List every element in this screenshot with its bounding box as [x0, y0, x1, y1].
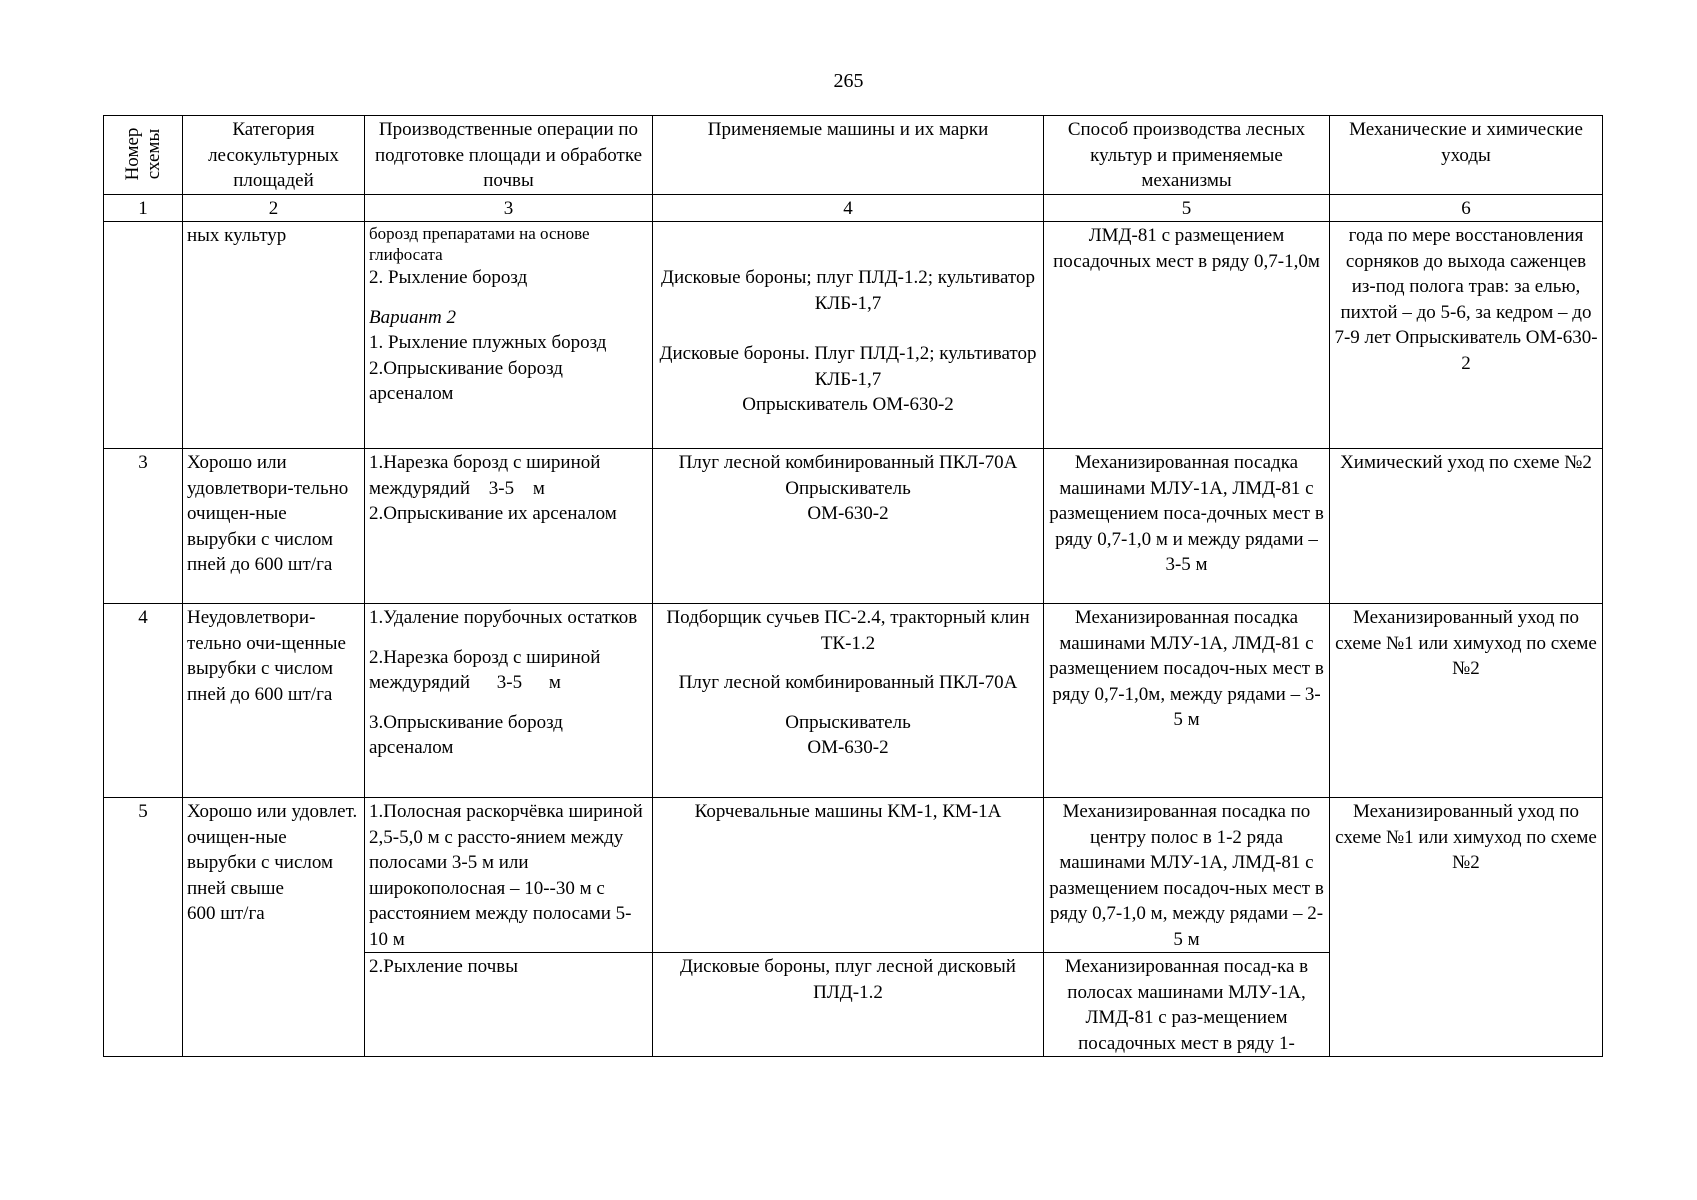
- scheme-number-cell: [104, 222, 183, 449]
- scheme-number-cell: 5: [104, 798, 183, 1057]
- category-cell: Хорошо или удовлетвори-тельно очищен-ные вырубки с числом пней до 600 шт/га: [183, 449, 365, 604]
- table-row: [104, 449, 1603, 604]
- page-number: 265: [833, 70, 864, 92]
- category-text: Хорошо или удовлет. очищен-ные вырубки с числом пней свыше: [187, 801, 358, 899]
- operation-text: 1. Рыхление плужных борозд: [369, 332, 607, 353]
- table-row: [104, 798, 1603, 953]
- forest-operations-table: [103, 115, 1603, 1057]
- care-cell: Химический уход по схеме №2: [1330, 449, 1603, 604]
- method-cell: Механизированная посадка машинами МЛУ-1А, ЛМД-81 с размещением поса-дочных мест в ряду 0,7-1,0 м и между рядами – 3-5 м: [1044, 449, 1330, 604]
- care-cell: года по мере восстановления сорняков до выхода саженцев из-под полога трав: за елью, пихтой – до 5-6, за кедром – до 7-9 лет Опрыскиватель ОМ-630-2: [1330, 222, 1603, 449]
- machines-cell: [653, 449, 1044, 604]
- machine-text: Опрыскиватель: [785, 477, 911, 499]
- category-cell: [183, 798, 365, 1057]
- table-header-row: [104, 116, 1603, 195]
- machine-text: ОМ-630-2: [807, 503, 889, 524]
- column-number: 6: [1330, 194, 1603, 222]
- machines-cell: [653, 222, 1044, 449]
- machine-text: Опрыскиватель ОМ-630-2: [742, 394, 954, 415]
- machine-text: Плуг лесной комбинированный ПКЛ-70А: [678, 452, 1018, 473]
- machine-text: Дисковые бороны. Плуг ПЛД-1,2; культиватор КЛБ-1,7: [659, 343, 1037, 390]
- method-cell: ЛМД-81 с размещением посадочных мест в ряду 0,7-1,0м: [1044, 222, 1330, 449]
- operations-cell: [365, 604, 653, 798]
- operation-text: борозд препаратами на основе глифосата: [369, 224, 590, 264]
- operation-text: 2. Рыхление борозд: [369, 267, 528, 288]
- machine-text: Подборщик сучьев ПС-2.4, тракторный клин ТК-1.2: [666, 607, 1030, 654]
- column-number: 5: [1044, 194, 1330, 222]
- scheme-number-cell: 3: [104, 449, 183, 604]
- column-number: 1: [104, 194, 183, 222]
- machine-text: ОМ-630-2: [807, 737, 889, 758]
- header-scheme-number: [104, 116, 183, 195]
- method-cell: Механизированная посадка по центру полос в 1-2 ряда машинами МЛУ-1А, ЛМД-81 с размещением посадоч-ных мест в ряду 0,7-1,0 м, между рядами – 2-5 м: [1044, 798, 1330, 953]
- machine-text: Опрыскиватель: [785, 711, 911, 733]
- header-category: Категория лесокультурных площадей: [183, 116, 365, 195]
- category-text: 600 шт/га: [187, 903, 265, 924]
- operation-text: 1.Нарезка борозд с шириной: [369, 452, 601, 473]
- operation-text: междурядий 3-5 м: [369, 672, 561, 693]
- header-scheme-number-line2: схемы: [143, 128, 164, 180]
- scheme-number-cell: 4: [104, 604, 183, 798]
- machine-text: Плуг лесной комбинированный ПКЛ-70А: [678, 672, 1018, 693]
- table-row: [104, 604, 1603, 798]
- operation-text: 2.Опрыскивание их арсеналом: [369, 503, 617, 524]
- care-cell: Механизированный уход по схеме №1 или химуход по схеме №2: [1330, 798, 1603, 1057]
- column-number: 2: [183, 194, 365, 222]
- header-care: Механические и химические уходы: [1330, 116, 1603, 195]
- operations-cell: 1.Полосная раскорчёвка шириной 2,5-5,0 м с рассто-янием между полосами 3-5 м или широкополосная – 10--30 м с расстоянием между полосами 5-10 м: [365, 798, 653, 953]
- machine-text: Дисковые бороны; плуг ПЛД-1.2; культиватор КЛБ-1,7: [661, 267, 1035, 314]
- operations-cell: 2.Рыхление почвы: [365, 953, 653, 1057]
- operations-cell: [365, 449, 653, 604]
- care-cell: Механизированный уход по схеме №1 или химуход по схеме №2: [1330, 604, 1603, 798]
- header-scheme-number-line1: Номер: [122, 127, 143, 181]
- operation-text: междурядий 3-5 м: [369, 477, 545, 499]
- operation-text: 2.Нарезка борозд с шириной: [369, 646, 601, 668]
- header-method: Способ производства лесных культур и применяемые механизмы: [1044, 116, 1330, 195]
- table-row: [104, 222, 1603, 449]
- header-machines: Применяемые машины и их марки: [653, 116, 1044, 195]
- operation-text: 2.Опрыскивание борозд арсеналом: [369, 357, 563, 404]
- column-number: 3: [365, 194, 653, 222]
- operation-text: 3.Опрыскивание борозд арсеналом: [369, 711, 563, 758]
- machines-cell: [653, 604, 1044, 798]
- category-cell: ных культур: [183, 222, 365, 449]
- machines-cell: Дисковые бороны, плуг лесной дисковый ПЛД-1.2: [653, 953, 1044, 1057]
- column-number-row: [104, 194, 1603, 222]
- machines-cell: Корчевальные машины КМ-1, КМ-1А: [653, 798, 1044, 953]
- variant-label: Вариант 2: [369, 306, 457, 328]
- category-cell: Неудовлетвори-тельно очи-щенные вырубки с числом пней до 600 шт/га: [183, 604, 365, 798]
- header-operations: Производственные операции по подготовке площади и обработке почвы: [365, 116, 653, 195]
- method-cell: Механизированная посад-ка в полосах машинами МЛУ-1А, ЛМД-81 с раз-мещением посадочных мест в ряду 1-: [1044, 953, 1330, 1057]
- operation-text: 1.Удаление порубочных остатков: [369, 607, 638, 628]
- method-cell: Механизированная посадка машинами МЛУ-1А, ЛМД-81 с размещением посадоч-ных мест в ряду 0,7-1,0м, между рядами – 3-5 м: [1044, 604, 1330, 798]
- column-number: 4: [653, 194, 1044, 222]
- operations-cell: [365, 222, 653, 449]
